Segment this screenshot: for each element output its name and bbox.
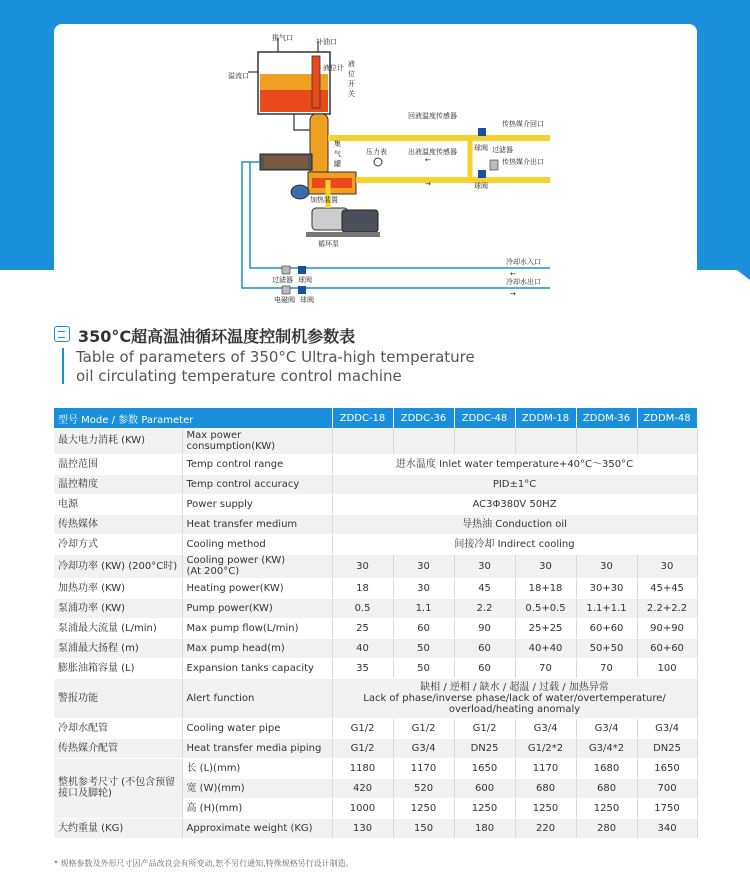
label-level-switch-1: 液 [348, 60, 355, 68]
cell: 150 [393, 818, 454, 838]
cell: 100 [637, 658, 697, 678]
header-model: ZDDM-48 [637, 408, 697, 428]
label-outlet-sensor: 出液温度传感器 [408, 148, 457, 156]
row-label-cn: 大约重量 (KG) [54, 818, 182, 838]
row-label-en: 高 (H)(mm) [182, 798, 332, 818]
cell: 70 [515, 658, 576, 678]
header-model: ZDDM-18 [515, 408, 576, 428]
cell: 30+30 [576, 578, 637, 598]
cell: 1170 [393, 758, 454, 778]
label-pressure-gauge: 压力表 [366, 148, 387, 156]
row-label-cn: 电源 [54, 494, 182, 514]
row-label-cn: 泵浦功率 (KW) [54, 598, 182, 618]
label-level-switch-2: 位 [348, 70, 355, 78]
row-label-cn: 膨胀油箱容量 (L) [54, 658, 182, 678]
row-label-en: Approximate weight (KG) [182, 818, 332, 838]
cell-span: AC3Φ380V 50HZ [332, 494, 697, 514]
cell: 0.5 [332, 598, 393, 618]
cell: 30 [393, 578, 454, 598]
cell [515, 428, 576, 454]
cell: 70 [576, 658, 637, 678]
cell-span [332, 678, 697, 718]
cell: 45+45 [637, 578, 697, 598]
label-solenoid: 电磁阀 [274, 296, 295, 304]
table-row [54, 678, 697, 718]
cell: 1650 [637, 758, 697, 778]
cell: 1750 [637, 798, 697, 818]
row-label-en: Expansion tanks capacity [182, 658, 332, 678]
cell: 1250 [454, 798, 515, 818]
document-icon [54, 326, 70, 342]
svg-text:→: → [510, 290, 516, 298]
row-label-en: Heating power(KW) [182, 578, 332, 598]
label-cooling-out: 冷却水出口 [506, 278, 541, 286]
cell [637, 428, 697, 454]
row-label-en: Max power consumption(KW) [182, 428, 332, 454]
cell: 2.2+2.2 [637, 598, 697, 618]
row-label-en: Max pump head(m) [182, 638, 332, 658]
header-parameter: 型号 Mode / 参数 Parameter [54, 408, 332, 428]
label-ball-valve-1: 球阀 [474, 144, 488, 152]
table-row [54, 534, 697, 554]
table-row [54, 718, 697, 738]
cell-span: 间接冷却 Indirect cooling [332, 534, 697, 554]
cell [576, 428, 637, 454]
cell: G1/2 [332, 738, 393, 758]
row-label-en: Power supply [182, 494, 332, 514]
label-overflow: 溢流口 [228, 72, 249, 80]
cell: 45 [454, 578, 515, 598]
alert-line2: Lack of phase/inverse phase/lack of water/overtemperature/ [363, 692, 666, 704]
table-row [54, 514, 697, 534]
cell [393, 428, 454, 454]
cell: 130 [332, 818, 393, 838]
label-return-sensor: 回液温度传感器 [408, 112, 457, 120]
row-label-cn: 泵浦最大流量 (L/min) [54, 618, 182, 638]
row-label-en: Cooling water pipe [182, 718, 332, 738]
row-label-en: Temp control range [182, 454, 332, 474]
table-row [54, 474, 697, 494]
label-oil-fill: 补油口 [316, 38, 337, 46]
cell: 1650 [454, 758, 515, 778]
cell: 30 [576, 554, 637, 578]
row-label-en: Alert function [182, 678, 332, 718]
label-heater: 加热装置 [310, 196, 338, 204]
cell-span: PID±1°C [332, 474, 697, 494]
cell: 30 [393, 554, 454, 578]
cell: 600 [454, 778, 515, 798]
cell: 60+60 [637, 638, 697, 658]
collector-tank [310, 114, 328, 176]
row-label-cn: 警报功能 [54, 678, 182, 718]
label-level-switch-4: 关 [348, 90, 355, 98]
cell: DN25 [637, 738, 697, 758]
header-model: ZDDC-36 [393, 408, 454, 428]
cell: 35 [332, 658, 393, 678]
cell: 1250 [576, 798, 637, 818]
table-row [54, 638, 697, 658]
table-row [54, 618, 697, 638]
cell: 18+18 [515, 578, 576, 598]
title-en [76, 348, 475, 386]
cell: 40+40 [515, 638, 576, 658]
cell: G1/2 [393, 718, 454, 738]
cell: 25 [332, 618, 393, 638]
circulation-pump-icon [306, 208, 380, 237]
label-level-gauge: 液位计 [323, 64, 344, 72]
row-label-en [182, 554, 332, 578]
row-label-en-line2: (At 200°C) [186, 566, 240, 577]
cell: 680 [515, 778, 576, 798]
table-row [54, 494, 697, 514]
cell: 60+60 [576, 618, 637, 638]
footnote: * 规格参数及外形尺寸因产品改良会有所变动,恕不另行通知,特殊规格另行设计制造。 [54, 859, 354, 868]
cell: 1180 [332, 758, 393, 778]
row-label-en: 宽 (W)(mm) [182, 778, 332, 798]
table-row [54, 428, 697, 454]
table-row [54, 818, 697, 838]
cell: 700 [637, 778, 697, 798]
row-label-en: Heat transfer media piping [182, 738, 332, 758]
cell: G1/2 [332, 718, 393, 738]
cell: 30 [454, 554, 515, 578]
row-label-en: Heat transfer medium [182, 514, 332, 534]
row-label-en-line1: Cooling power (KW) [186, 555, 286, 566]
cell: 520 [393, 778, 454, 798]
row-label-cn: 冷却功率 (KW) (200°C时) [54, 554, 182, 578]
label-ball-valve-3: 球阀 [298, 276, 312, 284]
row-label-cn: 传热媒体 [54, 514, 182, 534]
title-divider [62, 348, 64, 384]
label-cooling-in: 冷却水入口 [506, 258, 541, 266]
label-outlet-port: 传热媒介出口 [502, 158, 544, 166]
row-label-en: Max pump flow(L/min) [182, 618, 332, 638]
cell-span: 进水温度 Inlet water temperature+40°C～350°C [332, 454, 697, 474]
table-row [54, 758, 697, 778]
row-label-cn: 泵浦最大扬程 (m) [54, 638, 182, 658]
expansion-tank [248, 38, 330, 114]
cell-span: 导热油 Conduction oil [332, 514, 697, 534]
cell: 1250 [515, 798, 576, 818]
row-label-cn: 加热功率 (KW) [54, 578, 182, 598]
cell: 180 [454, 818, 515, 838]
table-header-row [54, 408, 697, 428]
label-ball-valve-2: 球阀 [474, 182, 488, 190]
cell: 2.2 [454, 598, 515, 618]
cell: 280 [576, 818, 637, 838]
label-filter-bottom: 过滤器 [272, 276, 293, 284]
decorative-corner [698, 240, 750, 280]
title-en-line2: oil circulating temperature control machine [76, 367, 402, 385]
cell: G1/2 [454, 718, 515, 738]
cell [454, 428, 515, 454]
cell: 30 [332, 554, 393, 578]
label-collector-1: 集 [334, 140, 341, 148]
table-row [54, 554, 697, 578]
cell: G3/4 [576, 718, 637, 738]
table-row [54, 738, 697, 758]
cell: 1250 [393, 798, 454, 818]
table-row [54, 598, 697, 618]
label-pump: 循环泵 [318, 240, 339, 248]
row-label-en: Cooling method [182, 534, 332, 554]
parameter-table [54, 408, 698, 839]
cell: 30 [515, 554, 576, 578]
cell: G3/4 [393, 738, 454, 758]
cell: G3/4 [515, 718, 576, 738]
cell: 1680 [576, 758, 637, 778]
cell: G1/2*2 [515, 738, 576, 758]
system-diagram [220, 30, 560, 305]
cell: 680 [576, 778, 637, 798]
cell: G3/4*2 [576, 738, 637, 758]
label-collector-3: 罐 [334, 160, 341, 168]
table-row [54, 578, 697, 598]
cell: 90 [454, 618, 515, 638]
cell: 90+90 [637, 618, 697, 638]
row-label-cn: 整机参考尺寸 (不包含预留接口及脚轮) [54, 758, 182, 818]
row-label-en: Temp control accuracy [182, 474, 332, 494]
cell [332, 428, 393, 454]
header-model: ZDDC-48 [454, 408, 515, 428]
row-label-cn: 温控范围 [54, 454, 182, 474]
label-ball-valve-4: 球阀 [300, 296, 314, 304]
row-label-cn: 最大电力消耗 (KW) [54, 428, 182, 454]
cell: 50 [393, 638, 454, 658]
cell: 0.5+0.5 [515, 598, 576, 618]
cell: 25+25 [515, 618, 576, 638]
alert-line1: 缺相 / 逆相 / 缺水 / 超温 / 过载 / 加热异常 [420, 681, 609, 693]
row-label-cn: 冷却方式 [54, 534, 182, 554]
label-return-port: 传热媒介回口 [502, 120, 544, 128]
cell: 60 [393, 618, 454, 638]
cell: 1.1+1.1 [576, 598, 637, 618]
svg-text:→: → [425, 180, 431, 188]
header-model: ZDDC-18 [332, 408, 393, 428]
cell: 1170 [515, 758, 576, 778]
svg-text:←: ← [425, 156, 431, 164]
cell: 340 [637, 818, 697, 838]
cell: 220 [515, 818, 576, 838]
cell: 50 [393, 658, 454, 678]
label-collector-2: 气 [334, 150, 341, 158]
cell: 60 [454, 658, 515, 678]
cell: DN25 [454, 738, 515, 758]
label-level-switch-3: 开 [348, 80, 355, 88]
cell: 420 [332, 778, 393, 798]
cell: 40 [332, 638, 393, 658]
cell: 18 [332, 578, 393, 598]
label-vent: 排气口 [272, 34, 293, 42]
label-filter-right: 过滤器 [492, 146, 513, 154]
row-label-en: Pump power(KW) [182, 598, 332, 618]
cell: 1000 [332, 798, 393, 818]
header-model: ZDDM-36 [576, 408, 637, 428]
cell: G3/4 [637, 718, 697, 738]
table-row [54, 454, 697, 474]
alert-line3: overload/heating anomaly [448, 703, 581, 715]
row-label-cn: 冷却水配管 [54, 718, 182, 738]
title-cn: 350°C超高温油循环温度控制机参数表 [78, 327, 356, 346]
row-label-cn: 传热媒介配管 [54, 738, 182, 758]
title-en-line1: Table of parameters of 350°C Ultra-high temperature [76, 348, 475, 366]
cell: 50+50 [576, 638, 637, 658]
table-row [54, 658, 697, 678]
cell: 30 [637, 554, 697, 578]
cell: 60 [454, 638, 515, 658]
svg-text:←: ← [510, 270, 516, 278]
row-label-en: 长 (L)(mm) [182, 758, 332, 778]
cell: 1.1 [393, 598, 454, 618]
row-label-cn: 温控精度 [54, 474, 182, 494]
